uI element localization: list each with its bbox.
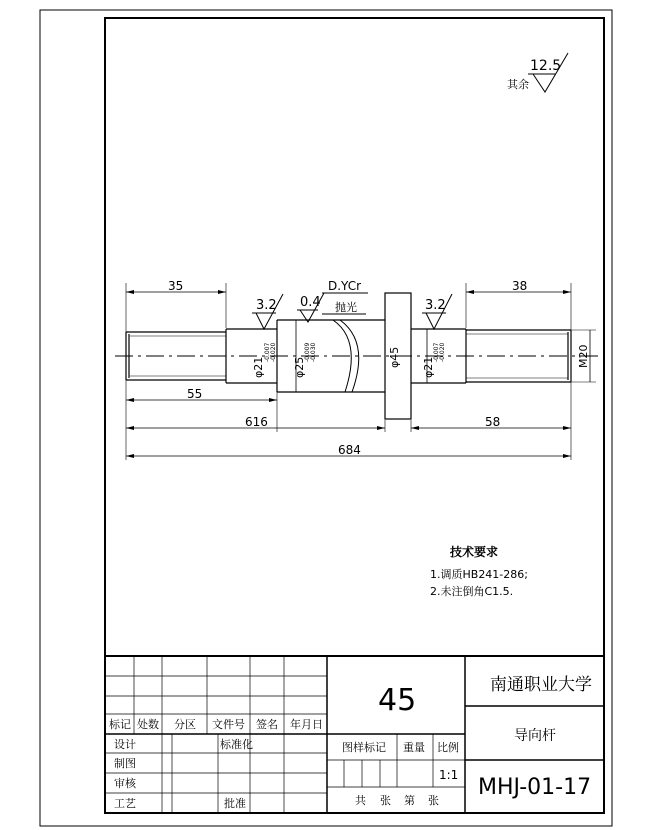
tb-r-draw: 制图 xyxy=(114,757,136,770)
tb-h-zone: 分区 xyxy=(174,718,196,731)
tb-stage-mark: 图样标记 xyxy=(342,741,386,754)
dim-684: 684 xyxy=(338,443,361,457)
tb-org: 南通职业大学 xyxy=(490,675,592,695)
dim-55: 55 xyxy=(187,387,203,401)
general-roughness-symbol xyxy=(507,53,568,92)
tol-right-upper: -0.007 xyxy=(433,342,440,362)
tb-r-design: 设计 xyxy=(114,738,136,751)
tech-req-item-2: 2.未注倒角C1.5. xyxy=(430,585,514,598)
tb-h-sign: 签名 xyxy=(256,718,278,731)
thread-label: M20 xyxy=(577,344,590,368)
tb-h-date: 年月日 xyxy=(290,718,323,731)
dim-58: 58 xyxy=(485,415,501,429)
dim-38: 38 xyxy=(512,279,528,293)
tb-material: 45 xyxy=(378,683,417,718)
tb-part-name: 导向杆 xyxy=(514,728,556,744)
tb-sheets: 张 xyxy=(380,794,391,807)
coating-label: D.YCr xyxy=(328,279,362,293)
tb-h-doc: 文件号 xyxy=(212,718,245,731)
tol-left-upper: -0.007 xyxy=(264,342,271,362)
tech-req-title: 技术要求 xyxy=(450,545,499,559)
tb-r-proc: 工艺 xyxy=(114,797,136,810)
tol-mid-upper: -0.009 xyxy=(304,342,311,362)
tb-r-std: 标准化 xyxy=(220,738,253,751)
dim-616: 616 xyxy=(245,415,268,429)
roughness-symbol-left xyxy=(252,294,283,329)
diameter-right-label: φ21 xyxy=(422,356,435,378)
tb-sheet-no: 第 xyxy=(404,794,415,807)
tech-req-item-1: 1.调质HB241-286; xyxy=(430,568,528,581)
roughness-symbol-right xyxy=(422,294,452,329)
tol-right-lower: -0.020 xyxy=(439,342,446,362)
tb-scale: 比例 xyxy=(437,741,459,754)
tb-r-approve: 批准 xyxy=(224,797,246,810)
general-roughness-label: 其余 xyxy=(507,78,529,91)
dim-35: 35 xyxy=(168,279,184,293)
dimension-lines xyxy=(126,292,571,456)
tb-sheets2: 张 xyxy=(428,794,439,807)
tb-drawing-no: MHJ-01-17 xyxy=(478,775,592,800)
title-block-text xyxy=(109,675,592,810)
diameter-collar-label: φ45 xyxy=(388,346,401,368)
tb-h-mark: 标记 xyxy=(109,718,131,731)
general-roughness-value: 12.5 xyxy=(530,58,562,74)
roughness-left-value: 3.2 xyxy=(256,298,277,313)
tol-mid-lower: -0.030 xyxy=(310,342,317,362)
coating-leader xyxy=(322,279,368,314)
roughness-symbol-polish xyxy=(297,293,324,322)
diameter-journal-label: φ25 xyxy=(293,356,306,378)
tb-r-check: 审核 xyxy=(114,777,136,790)
roughness-right-value: 3.2 xyxy=(425,298,446,313)
tb-h-count: 处数 xyxy=(137,718,159,731)
tb-total: 共 xyxy=(355,794,366,807)
diameter-left-label: φ21 xyxy=(252,356,265,378)
tol-left-lower: -0.020 xyxy=(270,342,277,362)
roughness-polish-value: 0.4 xyxy=(300,295,321,310)
dimension-arrows xyxy=(126,290,571,458)
tb-scale-value: 1:1 xyxy=(439,768,459,782)
tb-weight: 重量 xyxy=(403,741,425,754)
polish-label: 抛光 xyxy=(335,301,357,314)
